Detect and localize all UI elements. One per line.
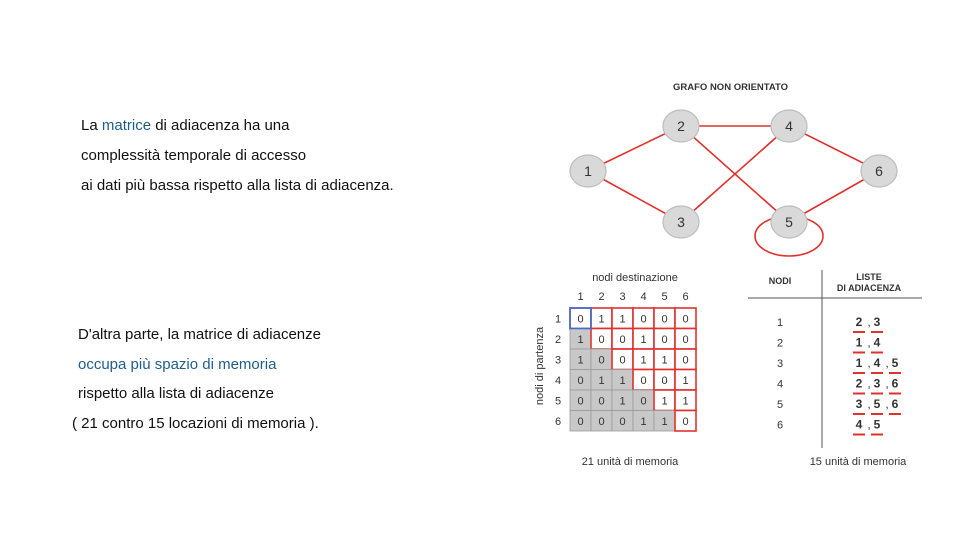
svg-text:0: 0 <box>682 333 689 346</box>
matrix-col-label: 2 <box>598 291 605 303</box>
svg-text:0: 0 <box>598 415 605 428</box>
matrix-cell <box>612 370 633 391</box>
svg-text:1: 1 <box>577 354 584 367</box>
svg-text:0: 0 <box>598 333 605 346</box>
list-entry <box>889 377 901 394</box>
adjacency-list <box>777 315 901 435</box>
list-entry <box>853 336 865 353</box>
svg-text:1: 1 <box>619 374 626 387</box>
matrix-row-label: 6 <box>554 415 562 428</box>
svg-text:,: , <box>885 376 889 391</box>
svg-text:2: 2 <box>677 118 685 134</box>
graph-title: GRAFO NON ORIENTATO <box>673 82 789 93</box>
matrix-cell <box>570 329 591 350</box>
text-line-5: occupa più spazio di memoria <box>78 356 277 373</box>
list-entry <box>889 356 901 373</box>
matrix-cell <box>675 411 696 432</box>
svg-text:1: 1 <box>598 313 605 326</box>
list-caption: 15 unità di memoria <box>809 456 907 468</box>
matrix-cell <box>570 390 591 411</box>
list-entry <box>853 356 865 373</box>
matrix-cell <box>675 390 696 411</box>
matrix-col-title: nodi destinazione <box>592 272 678 284</box>
svg-text:0: 0 <box>661 313 668 326</box>
matrix-row-label: 1 <box>554 313 562 326</box>
svg-text:0: 0 <box>682 415 689 428</box>
svg-text:3: 3 <box>855 397 863 411</box>
svg-text:5: 5 <box>891 356 899 370</box>
adjacency-matrix <box>555 291 696 431</box>
list-entry <box>871 418 883 435</box>
list-entry <box>871 356 883 373</box>
matrix-cell <box>633 390 654 411</box>
matrix-cell <box>654 390 675 411</box>
matrix-caption: 21 unità di memoria <box>581 456 679 468</box>
svg-text:3: 3 <box>873 376 881 391</box>
list-node-label: 5 <box>776 399 784 411</box>
list-node-label: 4 <box>776 378 784 391</box>
svg-text:1: 1 <box>661 395 668 408</box>
list-entry <box>889 397 901 414</box>
list-node-label: 3 <box>776 358 784 370</box>
svg-text:,: , <box>885 356 889 370</box>
graph-nodes <box>570 110 897 238</box>
svg-text:0: 0 <box>577 374 584 387</box>
svg-text:,: , <box>867 417 871 432</box>
svg-text:1: 1 <box>855 335 863 350</box>
matrix-col-label: 1 <box>577 291 584 303</box>
svg-text:0: 0 <box>598 395 605 408</box>
matrix-cell <box>633 349 654 370</box>
list-header-lists-1: LISTE <box>856 272 882 282</box>
list-entry <box>853 377 865 394</box>
svg-text:4: 4 <box>785 118 793 134</box>
svg-text:3: 3 <box>873 315 881 329</box>
matrix-cell <box>675 349 696 370</box>
graph-node-5 <box>771 206 807 238</box>
svg-text:,: , <box>867 397 871 411</box>
text-line-3: ai dati più bassa rispetto alla lista di adiacenza. <box>81 177 394 194</box>
svg-text:0: 0 <box>682 354 689 367</box>
svg-text:5: 5 <box>873 397 881 411</box>
text-line-6: rispetto alla lista di adiacenze <box>78 385 274 402</box>
list-node-label: 1 <box>776 317 784 329</box>
svg-text:6: 6 <box>891 376 899 391</box>
matrix-cell <box>570 411 591 432</box>
svg-text:0: 0 <box>619 415 626 428</box>
matrix-cell <box>570 370 591 391</box>
svg-text:4: 4 <box>873 356 881 370</box>
matrix-cell <box>675 370 696 391</box>
list-entry <box>853 397 865 414</box>
matrix-cell <box>654 411 675 432</box>
svg-text:1: 1 <box>855 356 863 370</box>
svg-text:1: 1 <box>577 333 584 346</box>
svg-text:1: 1 <box>682 374 689 387</box>
matrix-cell <box>654 349 675 370</box>
list-header-lists-2: DI ADIACENZA <box>836 283 902 293</box>
svg-text:3: 3 <box>677 214 685 230</box>
matrix-cell <box>591 349 612 370</box>
svg-text:,: , <box>867 335 871 350</box>
graph-node-2 <box>663 110 699 142</box>
svg-text:0: 0 <box>577 313 584 326</box>
svg-text:1: 1 <box>584 163 592 179</box>
list-entry <box>871 336 883 353</box>
matrix-cell <box>570 308 591 329</box>
graph-node-3 <box>663 206 699 238</box>
matrix-cell <box>591 308 612 329</box>
text-line-1: La matrice di adiacenza ha una <box>81 117 290 134</box>
svg-text:0: 0 <box>598 354 605 367</box>
matrix-cell <box>654 370 675 391</box>
svg-text:0: 0 <box>640 395 647 408</box>
matrix-cell <box>675 329 696 350</box>
graph-edges <box>588 126 879 256</box>
svg-text:,: , <box>867 315 871 329</box>
matrix-cell <box>612 349 633 370</box>
svg-text:5: 5 <box>873 417 881 432</box>
svg-text:1: 1 <box>661 354 668 367</box>
matrix-cell <box>633 329 654 350</box>
svg-text:1: 1 <box>640 354 647 367</box>
graph-node-6 <box>861 155 897 187</box>
svg-text:1: 1 <box>619 313 626 326</box>
text-highlight-matrice: matrice <box>101 117 152 134</box>
svg-text:1: 1 <box>619 395 626 408</box>
svg-text:0: 0 <box>661 374 668 387</box>
matrix-cell <box>591 390 612 411</box>
matrix-cell <box>675 308 696 329</box>
matrix-cell <box>654 308 675 329</box>
matrix-cell <box>633 308 654 329</box>
text-line-4: D'altra parte, la matrice di adiacenze <box>78 326 321 343</box>
svg-text:0: 0 <box>577 415 584 428</box>
matrix-cell <box>591 370 612 391</box>
matrix-cell <box>654 329 675 350</box>
svg-text:4: 4 <box>873 335 881 350</box>
list-header-nodes: NODI <box>768 276 792 286</box>
matrix-row-label: 4 <box>554 374 562 387</box>
svg-text:1: 1 <box>598 374 605 387</box>
svg-text:2: 2 <box>855 315 863 329</box>
svg-text:,: , <box>885 397 889 411</box>
matrix-row-label: 3 <box>554 354 562 367</box>
matrix-row-label: 5 <box>554 395 562 408</box>
svg-text:0: 0 <box>682 313 689 326</box>
svg-text:4: 4 <box>855 417 863 432</box>
svg-text:1: 1 <box>682 395 689 408</box>
svg-text:6: 6 <box>875 163 883 179</box>
svg-text:0: 0 <box>577 395 584 408</box>
list-entry <box>871 377 883 394</box>
svg-text:1: 1 <box>640 333 647 346</box>
svg-text:6: 6 <box>891 397 899 411</box>
svg-text:2: 2 <box>855 376 863 391</box>
text-line-2: complessità temporale di accesso <box>81 147 307 164</box>
matrix-cell <box>612 390 633 411</box>
svg-text:0: 0 <box>661 333 668 346</box>
matrix-cell <box>633 370 654 391</box>
svg-text:1: 1 <box>661 415 668 428</box>
list-entry <box>853 418 865 435</box>
matrix-cell <box>570 349 591 370</box>
graph-node-1 <box>570 155 606 187</box>
svg-text:5: 5 <box>785 214 793 230</box>
list-entry <box>853 315 865 332</box>
list-node-label: 6 <box>776 419 784 432</box>
matrix-row-label: 2 <box>554 333 562 346</box>
matrix-cell <box>591 329 612 350</box>
list-node-label: 2 <box>776 337 784 350</box>
matrix-col-label: 6 <box>682 291 689 303</box>
matrix-col-label: 3 <box>619 291 626 303</box>
svg-text:,: , <box>867 356 871 370</box>
svg-text:0: 0 <box>619 333 626 346</box>
matrix-cell <box>612 308 633 329</box>
matrix-row-title: nodi di partenza <box>534 326 546 406</box>
text-line-7: ( 21 contro 15 locazioni di memoria ). <box>72 415 319 432</box>
matrix-cell <box>612 411 633 432</box>
list-entry <box>871 315 883 332</box>
matrix-cell <box>633 411 654 432</box>
matrix-cell <box>591 411 612 432</box>
svg-text:,: , <box>867 376 871 391</box>
svg-text:0: 0 <box>619 354 626 367</box>
svg-text:0: 0 <box>640 374 647 387</box>
matrix-col-label: 4 <box>640 291 647 303</box>
matrix-col-label: 5 <box>661 291 668 303</box>
graph-node-4 <box>771 110 807 142</box>
list-entry <box>871 397 883 414</box>
svg-text:1: 1 <box>640 415 647 428</box>
svg-text:0: 0 <box>640 313 647 326</box>
matrix-cell <box>612 329 633 350</box>
